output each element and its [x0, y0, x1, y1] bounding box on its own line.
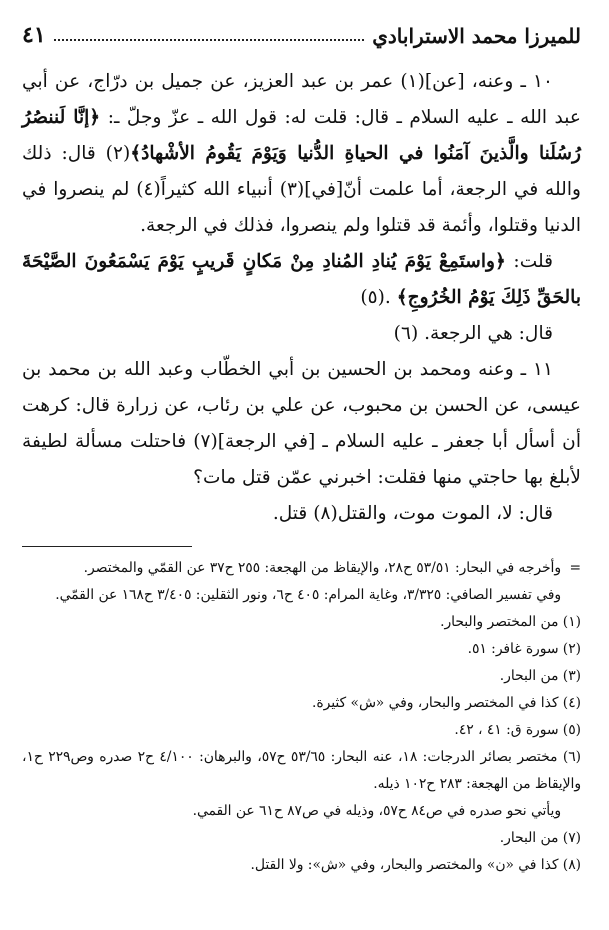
- footnote-4: (٤) كذا في المختصر والبحار، وفي «ش» كثيرة.: [312, 695, 581, 711]
- header-dotted-leader: [54, 39, 365, 41]
- hadith-11: [22, 352, 581, 496]
- hadith-10-part-a: ١٠ ـ وعنه، [عن]: [424, 71, 553, 92]
- footnote-ref-3: [في](٣): [279, 179, 344, 200]
- hadith-10-part-b: عمر بن عبد العزيز، عن جميل بن درّاج، عن أبي عبد الله ـ عليه السلام ـ قال: قلت له: قول الله ـ عزّ وجلّ ـ:: [22, 71, 581, 128]
- final-answer-part-a: قال: لا، الموت موت، والقتل: [337, 503, 553, 524]
- footnote-7: (٧) من البحار.: [499, 830, 581, 846]
- footnote-ref-8: (٨): [313, 503, 338, 524]
- quran-verse-qaf: ﴿واستَمِعْ يَوْمَ يُنادِ المُنادِ مِنْ مَكانٍ قَريبٍ يَوْمَ يَسْمَعُونَ الصَّيْحَةَ بالحَقِّ ذَلِكَ يَوْمُ الخُرُوجِ﴾: [22, 251, 581, 308]
- question-paragraph: [22, 244, 581, 316]
- page-header: [22, 18, 581, 48]
- hadith-10-part-d: أنبياء الله كثيراً: [160, 179, 280, 200]
- final-answer-part-b: قتل.: [272, 503, 314, 524]
- hadith-11-part-a: ١١ ـ وعنه ومحمد بن الحسين بن أبي الخطّاب وعبد الله بن محمد بن عيسى، عن الحسن بن محبوب، عن علي بن رئاب، عن زرارة قال: كرهت أن أسأل أبا جعفر ـ عليه السلام ـ [في الرجعة]: [22, 359, 581, 452]
- footnote-6: (٦) مختصر بصائر الدرجات: ١٨، عنه البحار: ٥٣/٦٥ ح٥٧، والبرهان: ٤/١٠٠ ح٢ صدره وص٢٢٩ ح١، والإيقاظ من الهجعة: ٢٨٣ ح١٠٢ ذيله.: [22, 749, 582, 792]
- footnotes: [22, 555, 581, 879]
- main-text: [22, 64, 581, 532]
- footnote-separator: [22, 546, 192, 547]
- footnote-ref-1: (١): [400, 71, 425, 92]
- footnote-3: (٣) من البحار.: [499, 668, 581, 684]
- footnote-6-continued: ويأتي نحو صدره في ص٨٤ ح٥٧، وذيله في ص٨٧ ح٦١ عن القمي.: [192, 803, 561, 819]
- running-title: للميرزا محمد الاسترابادي: [372, 24, 581, 48]
- footnote-continuation: [22, 555, 581, 582]
- quran-verse-ghafir: ﴿إنَّا لَننصُرُ رُسُلَنا والَّذينَ آمَنُوا في الحياةِ الدُّنيا وَيَوْمَ يَقُومُ الأشْهادُ﴾: [22, 107, 581, 164]
- footnote-ref-2: (٢): [105, 143, 131, 164]
- footnote-ref-7: (٧): [193, 431, 218, 452]
- continuation-mark: =: [569, 560, 581, 576]
- footnote-ref-4: (٤): [136, 179, 161, 200]
- hadith-10: [22, 64, 581, 244]
- question-label: قلت:: [505, 251, 553, 272]
- answer-text: قال: هي الرجعة.: [424, 323, 553, 344]
- footnote-8: (٨) كذا في «ن» والمختصر والبحار، وفي «ش»: ولا القتل.: [250, 857, 581, 873]
- hadith-10-part-c: قال: ذلك والله في الرجعة، أما علمت أنّ: [22, 143, 581, 200]
- answer-paragraph: [22, 316, 581, 352]
- continuation-text: وأخرجه في البحار: ٥٣/٥١ ح٢٨، والإيقاظ من الهجعة: ٢٥٥ ح٣٧ عن القمّي والمختصر.: [83, 560, 561, 576]
- footnote-1: (١) من المختصر والبحار.: [440, 614, 581, 630]
- footnote-ref-5: .(٥): [360, 287, 397, 308]
- footnote-ref-6: (٦): [393, 323, 425, 344]
- footnote-2: (٢) سورة غافر: ٥١.: [467, 641, 581, 657]
- hadith-10-part-e: لم ينصروا في الدنيا وقتلوا، وأئمة قد قتلوا ولم ينصروا، فذلك في الرجعة.: [22, 179, 581, 236]
- continuation-text-2: وفي تفسير الصافي: ٣/٣٢٥، وغاية المرام: ٤٠٥ ح٦، ونور الثقلين: ٣/٤٠٥ ح١٦٨ عن القمّي.: [55, 587, 561, 603]
- hadith-11-part-b: فاحتلت مسألة لطيفة لأبلغ بها حاجتي منها فقلت: اخبرني عمّن قتل مات؟: [22, 431, 581, 488]
- final-answer: [22, 496, 581, 532]
- footnote-5: (٥) سورة ق: ٤١ ، ٤٢.: [454, 722, 581, 738]
- page-number: ٤١: [22, 22, 46, 48]
